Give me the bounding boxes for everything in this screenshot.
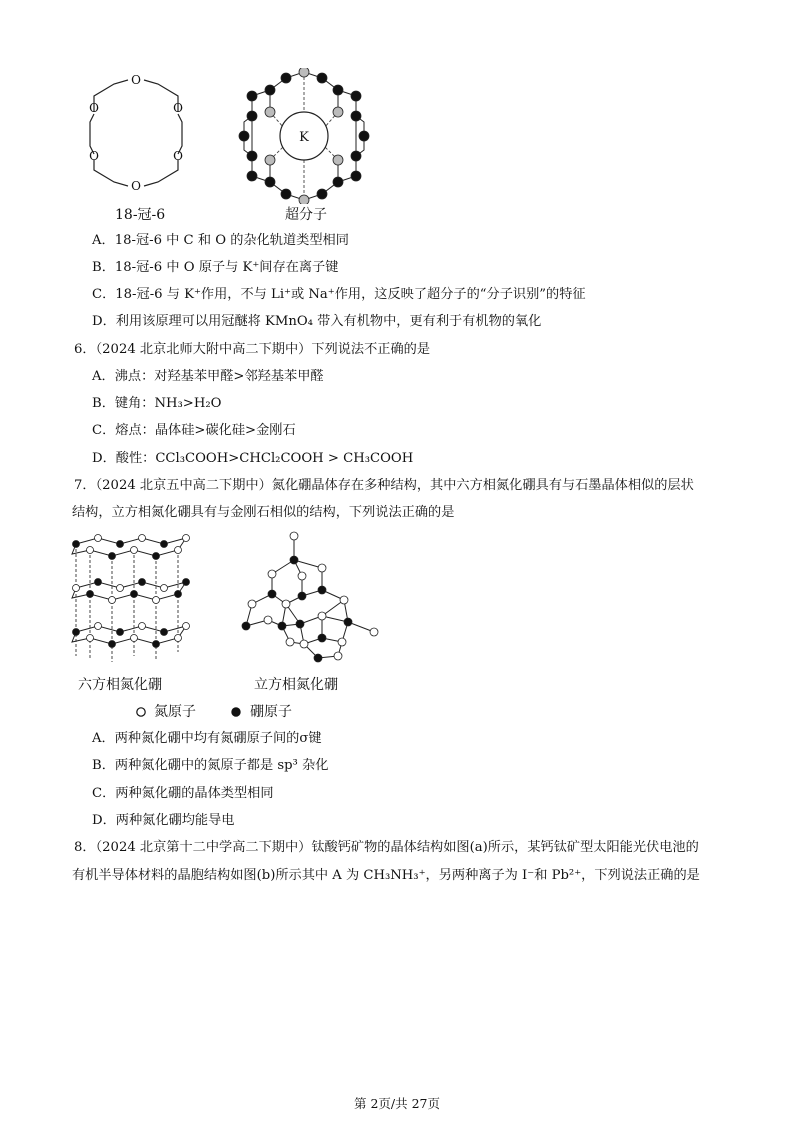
boron-atom: [117, 541, 124, 548]
q6-option-c: C．熔点：晶体硅>碳化硅>金刚石: [92, 423, 296, 438]
nitrogen-atom: [87, 547, 94, 554]
crown-atom-o: O: [131, 179, 141, 193]
nitrogen-atom: [109, 597, 116, 604]
legend-nitrogen-icon: [135, 706, 147, 718]
legend-boron-icon: [230, 706, 242, 718]
nitrogen-atom: [300, 640, 308, 648]
page-number: 第 2页/共 27页: [353, 1096, 441, 1111]
nitrogen-atom: [95, 623, 102, 630]
oxygen-atom: [265, 155, 275, 165]
nitrogen-atom: [318, 612, 326, 620]
nitrogen-atom: [290, 532, 298, 540]
crown-atom-o: O: [131, 73, 141, 87]
carbon-atom: [265, 177, 275, 187]
hexagonal-bn-label: 六方相氮化硼: [78, 677, 162, 693]
nitrogen-atom: [131, 547, 138, 554]
nitrogen-atom: [95, 535, 102, 542]
nitrogen-atom: [268, 570, 276, 578]
nitrogen-atom: [334, 652, 342, 660]
boron-atom: [242, 622, 250, 630]
boron-atom: [139, 579, 146, 586]
boron-atom: [344, 618, 352, 626]
boron-atom: [296, 620, 304, 628]
q6-stem: 6．（2024 北京北师大附中高二下期中）下列说法不正确的是: [74, 342, 431, 357]
boron-atom: [298, 592, 306, 600]
boron-atom: [117, 629, 124, 636]
nitrogen-atom: [183, 623, 190, 630]
q6-option-d: D．酸性：CCl₃COOH>CHCl₂COOH > CH₃COOH: [92, 451, 414, 466]
nitrogen-atom: [139, 623, 146, 630]
boron-atom: [278, 622, 286, 630]
nitrogen-atom: [286, 638, 294, 646]
crown-atom-o: O: [89, 149, 99, 163]
nitrogen-atom: [282, 600, 290, 608]
carbon-atom: [351, 171, 361, 181]
cubic-bn-label: 立方相氮化硼: [254, 677, 338, 693]
carbon-atom: [317, 73, 327, 83]
oxygen-atom: [333, 155, 343, 165]
crown-bond: [144, 160, 178, 186]
q5-option-d: D．利用该原理可以用冠醚将 KMnO₄ 带入有机物中，更有利于有机物的氧化: [92, 314, 542, 329]
nitrogen-atom: [340, 596, 348, 604]
legend-boron-label: 硼原子: [250, 704, 292, 720]
q7-stem-line1: 7．（2024 北京五中高二下期中）氮化硼晶体存在多种结构，其中六方相氮化硼具有与石墨晶体相似的层状: [74, 478, 694, 493]
crown-atom-o: O: [173, 101, 183, 115]
nitrogen-atom: [264, 616, 272, 624]
carbon-atom: [281, 189, 291, 199]
q5-option-c: C．18-冠-6 与 K⁺作用，不与 Li⁺或 Na⁺作用，这反映了超分子的“分子识别”的特征: [92, 287, 586, 302]
carbon-atom: [359, 131, 369, 141]
oxygen-atom: [333, 107, 343, 117]
nitrogen-atom: [131, 635, 138, 642]
nitrogen-atom: [153, 597, 160, 604]
nitrogen-atom: [248, 600, 256, 608]
boron-atom: [268, 590, 276, 598]
nitrogen-atom: [370, 628, 378, 636]
carbon-atom: [247, 111, 257, 121]
nitrogen-atom: [87, 635, 94, 642]
crown-bond: [90, 114, 94, 154]
boron-atom: [73, 629, 80, 636]
oxygen-atom: [299, 195, 309, 204]
boron-atom: [73, 541, 80, 548]
nitrogen-atom: [338, 638, 346, 646]
q7-option-c: C．两种氮化硼的晶体类型相同: [92, 786, 274, 801]
q8-stem-line2: 有机半导体材料的晶胞结构如图(b)所示其中 A 为 CH₃NH₃⁺，另两种离子为 I⁻和 Pb²⁺，下列说法正确的是: [72, 868, 700, 883]
cubic-bn-figure: [238, 530, 382, 670]
carbon-atom: [333, 177, 343, 187]
boron-atom: [318, 634, 326, 642]
carbon-atom: [265, 85, 275, 95]
boron-atom: [161, 629, 168, 636]
boron-atom: [109, 553, 116, 560]
boron-atom: [175, 591, 182, 598]
supramolecule-label: 超分子: [285, 207, 327, 223]
carbon-atom: [247, 171, 257, 181]
supramolecule-figure: [234, 68, 374, 204]
carbon-atom: [333, 85, 343, 95]
crown-ether-figure: [68, 66, 204, 196]
boron-atom: [153, 553, 160, 560]
legend-nitrogen-label: 氮原子: [154, 704, 196, 720]
nitrogen-atom: [161, 585, 168, 592]
hexagonal-bn-figure: [68, 532, 192, 666]
crown-bond: [94, 160, 128, 186]
crown-atom-o: O: [173, 149, 183, 163]
q5-option-a: A．18-冠-6 中 C 和 O 的杂化轨道类型相同: [92, 233, 349, 248]
boron-atom: [153, 641, 160, 648]
nitrogen-atom: [117, 585, 124, 592]
nitrogen-atom: [175, 547, 182, 554]
carbon-atom: [351, 151, 361, 161]
carbon-atom: [239, 131, 249, 141]
boron-atom: [87, 591, 94, 598]
q6-option-b: B．键角：NH₃>H₂O: [92, 396, 222, 411]
boron-atom: [183, 579, 190, 586]
crown-atom-o: O: [89, 101, 99, 115]
carbon-atom: [351, 91, 361, 101]
q6-option-a: A．沸点：对羟基苯甲醛>邻羟基苯甲醛: [92, 369, 324, 384]
q7-option-a: A．两种氮化硼中均有氮硼原子间的σ键: [92, 731, 322, 746]
q8-stem-line1: 8．（2024 北京第十二中学高二下期中）钛酸钙矿物的晶体结构如图(a)所示，某钙钛矿型太阳能光伏电池的: [74, 840, 699, 855]
crown-label: 18-冠-6: [115, 207, 166, 223]
boron-atom: [314, 654, 322, 662]
carbon-atom: [317, 189, 327, 199]
boron-atom: [109, 641, 116, 648]
q5-option-b: B．18-冠-6 中 O 原子与 K⁺间存在离子键: [92, 260, 339, 275]
q7-option-b: B．两种氮化硼中的氮原子都是 sp³ 杂化: [92, 758, 329, 773]
q7-option-d: D．两种氮化硼均能导电: [92, 813, 235, 828]
nitrogen-atom: [183, 535, 190, 542]
q7-stem-line2: 结构，立方相氮化硼具有与金刚石相似的结构，下列说法正确的是: [72, 505, 455, 520]
boron-atom: [290, 556, 298, 564]
nitrogen-atom: [318, 564, 326, 572]
boron-atom: [95, 579, 102, 586]
carbon-atom: [351, 111, 361, 121]
nitrogen-atom: [73, 585, 80, 592]
boron-atom: [161, 541, 168, 548]
carbon-atom: [281, 73, 291, 83]
nitrogen-atom: [298, 572, 306, 580]
carbon-atom: [247, 151, 257, 161]
oxygen-atom: [299, 68, 309, 77]
oxygen-atom: [265, 107, 275, 117]
boron-atom: [318, 586, 326, 594]
crown-bond: [178, 114, 182, 154]
crown-bond: [94, 80, 128, 112]
potassium-label: K: [299, 130, 309, 145]
nitrogen-atom: [175, 635, 182, 642]
carbon-atom: [247, 91, 257, 101]
nitrogen-atom: [139, 535, 146, 542]
boron-atom: [131, 591, 138, 598]
